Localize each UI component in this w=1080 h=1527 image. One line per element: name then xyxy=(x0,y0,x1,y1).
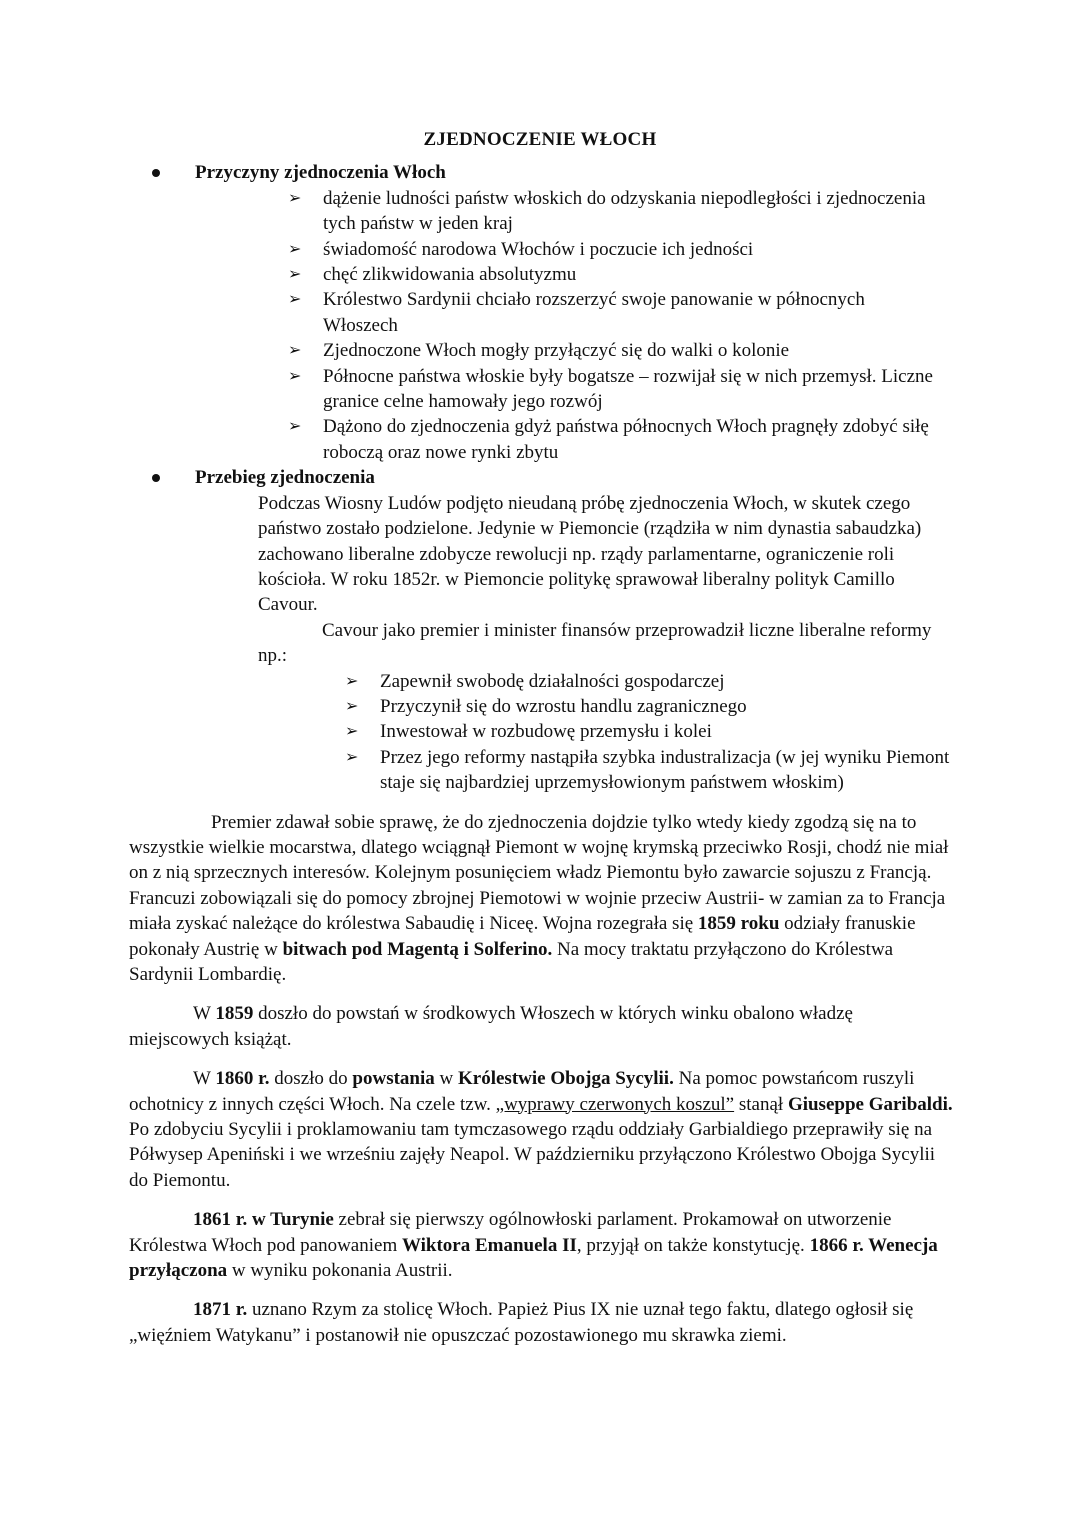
reforms-intro-paragraph: Cavour jako premier i minister finansów przeprowadził liczne liberalne reformy np.: xyxy=(258,619,932,667)
causes-list xyxy=(0,186,943,465)
arrow-bullet-icon: ➢ xyxy=(345,697,359,715)
page-title: ZJEDNOCZENIE WŁOCH xyxy=(423,129,657,150)
arrow-bullet-icon: ➢ xyxy=(288,266,302,284)
arrow-bullet-icon: ➢ xyxy=(288,240,302,258)
causes-section xyxy=(0,160,1080,465)
reforms-list xyxy=(0,669,950,796)
causes-heading: Przyczyny zjednoczenia Włoch xyxy=(195,162,446,184)
arrow-bullet-icon: ➢ xyxy=(288,291,302,309)
list-item: ➢ Zjednoczone Włoch mogły przyłączyć się do walki o kolonie xyxy=(288,340,790,362)
causes-heading-row xyxy=(0,160,1080,185)
arrow-bullet-icon: ➢ xyxy=(288,189,302,207)
arrow-bullet-icon: ➢ xyxy=(288,418,302,436)
list-item: ➢ Północne państwa włoskie były bogatsze – rozwijał się w nich przemysł. Liczne granice celne hamowały jego rozwój xyxy=(288,365,933,413)
bullet-dot-icon xyxy=(152,169,160,177)
arrow-bullet-icon: ➢ xyxy=(345,748,359,766)
paragraph-1871-rome: 1871 r. uznano Rzym za stolicę Włoch. Papież Pius IX nie uznał tego faktu, dlatego ogłosił się „więźniem Watykanu” i postanowił nie opuszczać pozostawionego mu skrawka ziemi. xyxy=(129,1299,914,1346)
paragraph-1860-garibaldi: W 1860 r. doszło do powstania w Królestwie Obojga Sycylii. Na pomoc powstańcom ruszyli ochotnicy z innych części Włoch. Na czele tzw. „wyprawy czerwonych koszul” stanął Giuseppe Garibaldi. Po zdobyciu Sycylii i proklamowaniu tam tymczasowego rządu oddziały Garbialdiego przeprawiły się na Półwysep Apeniński i we wrześniu zajęły Neapol. W październiku przyłączono Królestwo Obojga Sycylii do Piemontu. xyxy=(129,1068,953,1191)
list-item: ➢ Królestwo Sardynii chciało rozszerzyć swoje panowanie w północnych Włoszech xyxy=(288,289,865,336)
paragraph-1859-uprisings: W 1859 doszło do powstań w środkowych Włoszech w których winku obalono władzę miejscowych książąt. xyxy=(129,1003,853,1050)
list-item: ➢ chęć zlikwidowania absolutyzmu xyxy=(288,264,577,286)
paragraph-cavour-policy: Premier zdawał sobie sprawę, że do zjednoczenia dojdzie tylko wtedy kiedy zgodzą się na to wszystkie wielkie mocarstwa, dlatego wciągnął Piemont w wojnę krymską przeciwko Rosji, chodź nie miał on z nią sprzecznych interesów. Kolejnym posunięciem władz Piemontu było zawarcie sojuszu z Francją. Francuzi zobowiązali się do pomocy zbrojnej Piemotowi w wojnie przeciw Austrii- w zamian za to Francja miała zyskać należące do królestwa Sabaudię i Niceę. Wojna rozegrała się 1859 roku odziały franuskie pokonały Austrię w bitwach pod Magentą i Solferino. Na mocy traktatu przyłączono do Królestwa Sardynii Lombardię. xyxy=(129,811,949,985)
list-item: ➢ Zapewnił swobodę działalności gospodarczej xyxy=(345,670,725,692)
arrow-bullet-icon: ➢ xyxy=(345,723,359,741)
list-item: ➢ Dążono do zjednoczenia gdyż państwa północnych Włoch pragnęły zdobyć siłę roboczą oraz nowe rynki zbytu xyxy=(288,416,929,463)
course-section xyxy=(0,465,1080,795)
list-item: ➢ dążenie ludności państw włoskich do odzyskania niepodległości i zjednoczenia tych państw w jeden kraj xyxy=(288,187,926,235)
course-heading: Przebieg zjednoczenia xyxy=(195,467,375,489)
paragraph-1861-kingdom: 1861 r. w Turynie zebrał się pierwszy ogólnowłoski parlament. Prokamował on utworzenie Królestwa Włoch pod panowaniem Wiktora Emanuela II, przyjął on także konstytucję. 1866 r. Wenecja przyłączona w wyniku pokonania Austrii. xyxy=(129,1209,938,1282)
list-item: ➢ Inwestował w rozbudowę przemysłu i kolei xyxy=(345,721,712,743)
course-intro-paragraph: Podczas Wiosny Ludów podjęto nieudaną próbę zjednoczenia Włoch, w skutek czego państwo zostało podzielone. Jedynie w Piemoncie (rządziła w nim dynastia sabaudzka) zachowano liberalne zdobycze rewolucji np. rządy parlamentarne, ograniczenie roli kościoła. W roku 1852r. w Piemoncie politykę sprawował liberalny polityk Camillo Cavour. xyxy=(258,492,922,616)
arrow-bullet-icon: ➢ xyxy=(288,342,302,360)
list-item: ➢ Przez jego reformy nastąpiła szybka industralizacja (w jej wyniku Piemont staje się najbardziej uprzemysłowionym państwem włoskim) xyxy=(345,746,950,794)
bullet-dot-icon xyxy=(152,474,160,482)
arrow-bullet-icon: ➢ xyxy=(288,367,302,385)
list-item: ➢ Przyczynił się do wzrostu handlu zagranicznego xyxy=(345,695,747,717)
arrow-bullet-icon: ➢ xyxy=(345,672,359,690)
course-heading-row xyxy=(0,465,1080,490)
list-item: ➢ świadomość narodowa Włochów i poczucie ich jedności xyxy=(288,238,754,260)
